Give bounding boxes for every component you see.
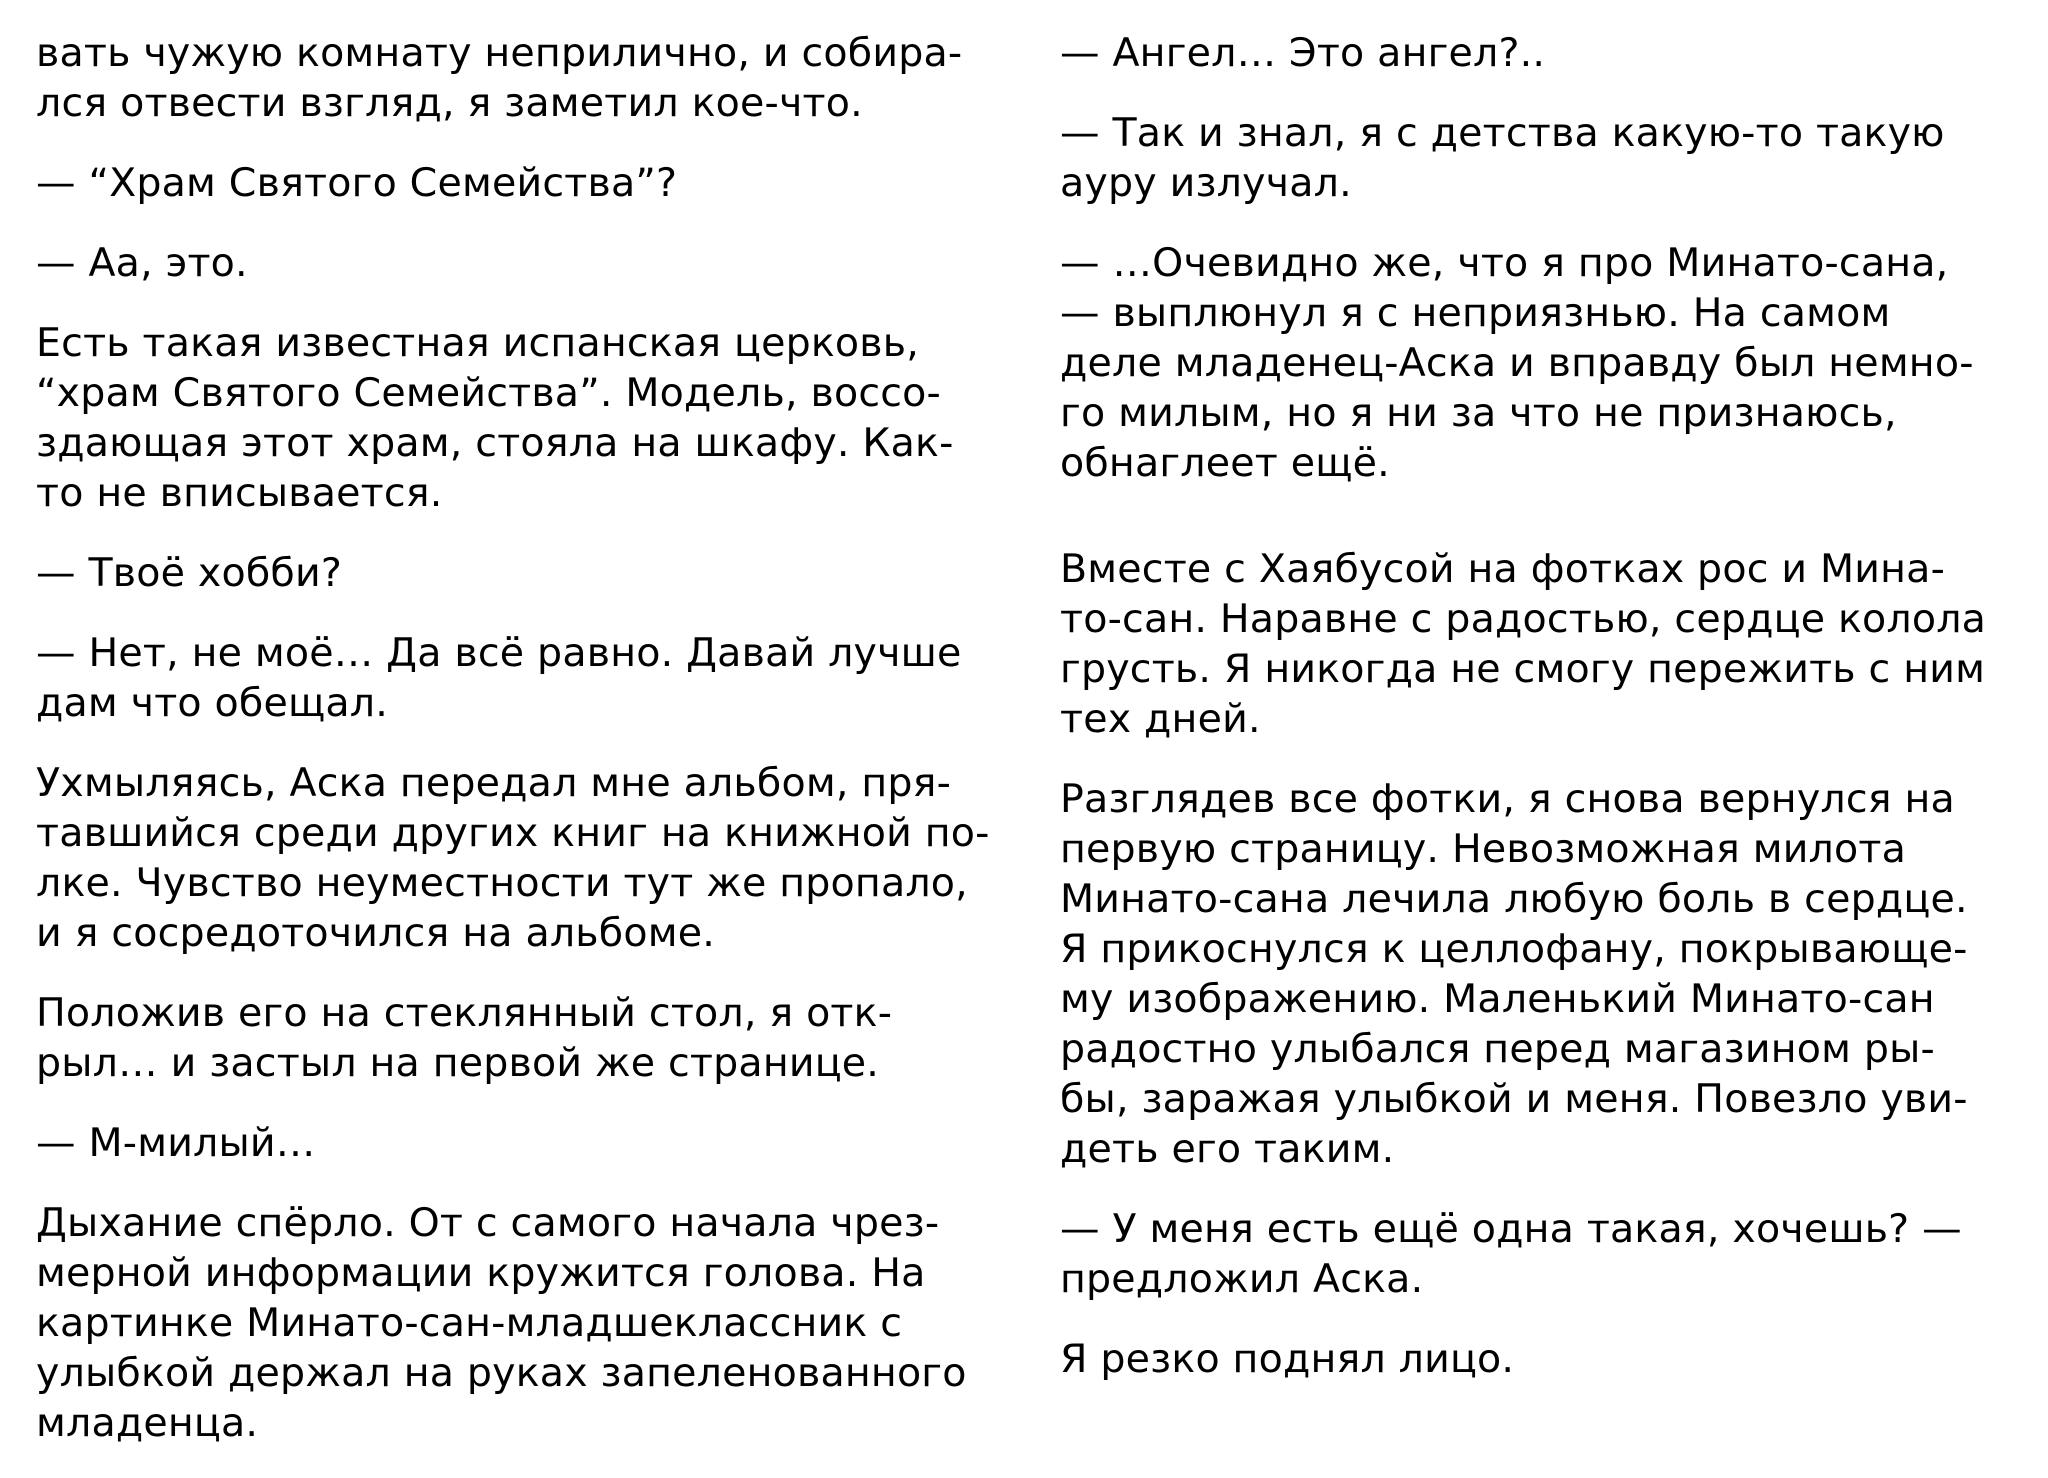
dialogue-line: — Твоё хобби?	[36, 550, 342, 596]
paragraph: Вместе с Хаябусой на фотках рос и Мина- то-сан. Наравне с радостью, сердце колола грусть. Я никогда не смогу пережить с ним тех дней.	[1060, 546, 1987, 742]
paragraph: Есть такая известная испанская церковь, “храм Святого Семейства”. Модель, воссо- здающая этот храм, стояла на шкафу. Как- то не вписывается.	[36, 320, 954, 516]
dialogue-line: — Так и знал, я с детства какую-то такую ауру излучал.	[1060, 110, 1945, 206]
dialogue-line: — М-милый…	[36, 1120, 316, 1166]
dialogue-line: — “Храм Святого Семейства”?	[36, 160, 678, 206]
paragraph: Положив его на стеклянный стол, я отк- рыл… и застыл на первой же странице.	[36, 990, 893, 1086]
right-column	[1060, 28, 2048, 1414]
paragraph: Дыхание спёрло. От с самого начала чрез- мерной информации кружится голова. На картинке Минато-сан-младшеклассник с улыбкой держал на руках запеленованного младенца.	[36, 1200, 967, 1446]
dialogue-line: — …Очевидно же, что я про Минато-сана, — выплюнул я с неприязнью. На самом деле младенец-Аска и вправду был немно- го милым, но я ни за что не признаюсь, обнаглеет ещё.	[1060, 240, 1974, 486]
paragraph: вать чужую комнату неприлично, и собира- лся отвести взгляд, я заметил кое-что.	[36, 30, 963, 126]
paragraph: Я резко поднял лицо.	[1060, 1336, 1515, 1382]
paragraph: Разглядев все фотки, я снова вернулся на первую страницу. Невозможная милота Минато-сана лечила любую боль в сердце. Я прикоснулся к целлофану, покрывающе- му изображению. Маленький Минато-сан радостно улыбался перед магазином ры- бы, заражая улыбкой и меня. Повезло уви- деть его таким.	[1060, 776, 1968, 1172]
paragraph: Ухмыляясь, Аска передал мне альбом, пря- тавшийся среди других книг на книжной по- лке. Чувство неуместности тут же пропало, и я сосредоточился на альбоме.	[36, 760, 990, 956]
dialogue-line: — У меня есть ещё одна такая, хочешь? — предложил Аска.	[1060, 1206, 1962, 1302]
left-column	[36, 28, 1036, 1478]
dialogue-line: — Нет, не моё… Да всё равно. Давай лучше дам что обещал.	[36, 630, 962, 726]
dialogue-line: — Аа, это.	[36, 240, 248, 286]
dialogue-line: — Ангел… Это ангел?..	[1060, 30, 1546, 76]
